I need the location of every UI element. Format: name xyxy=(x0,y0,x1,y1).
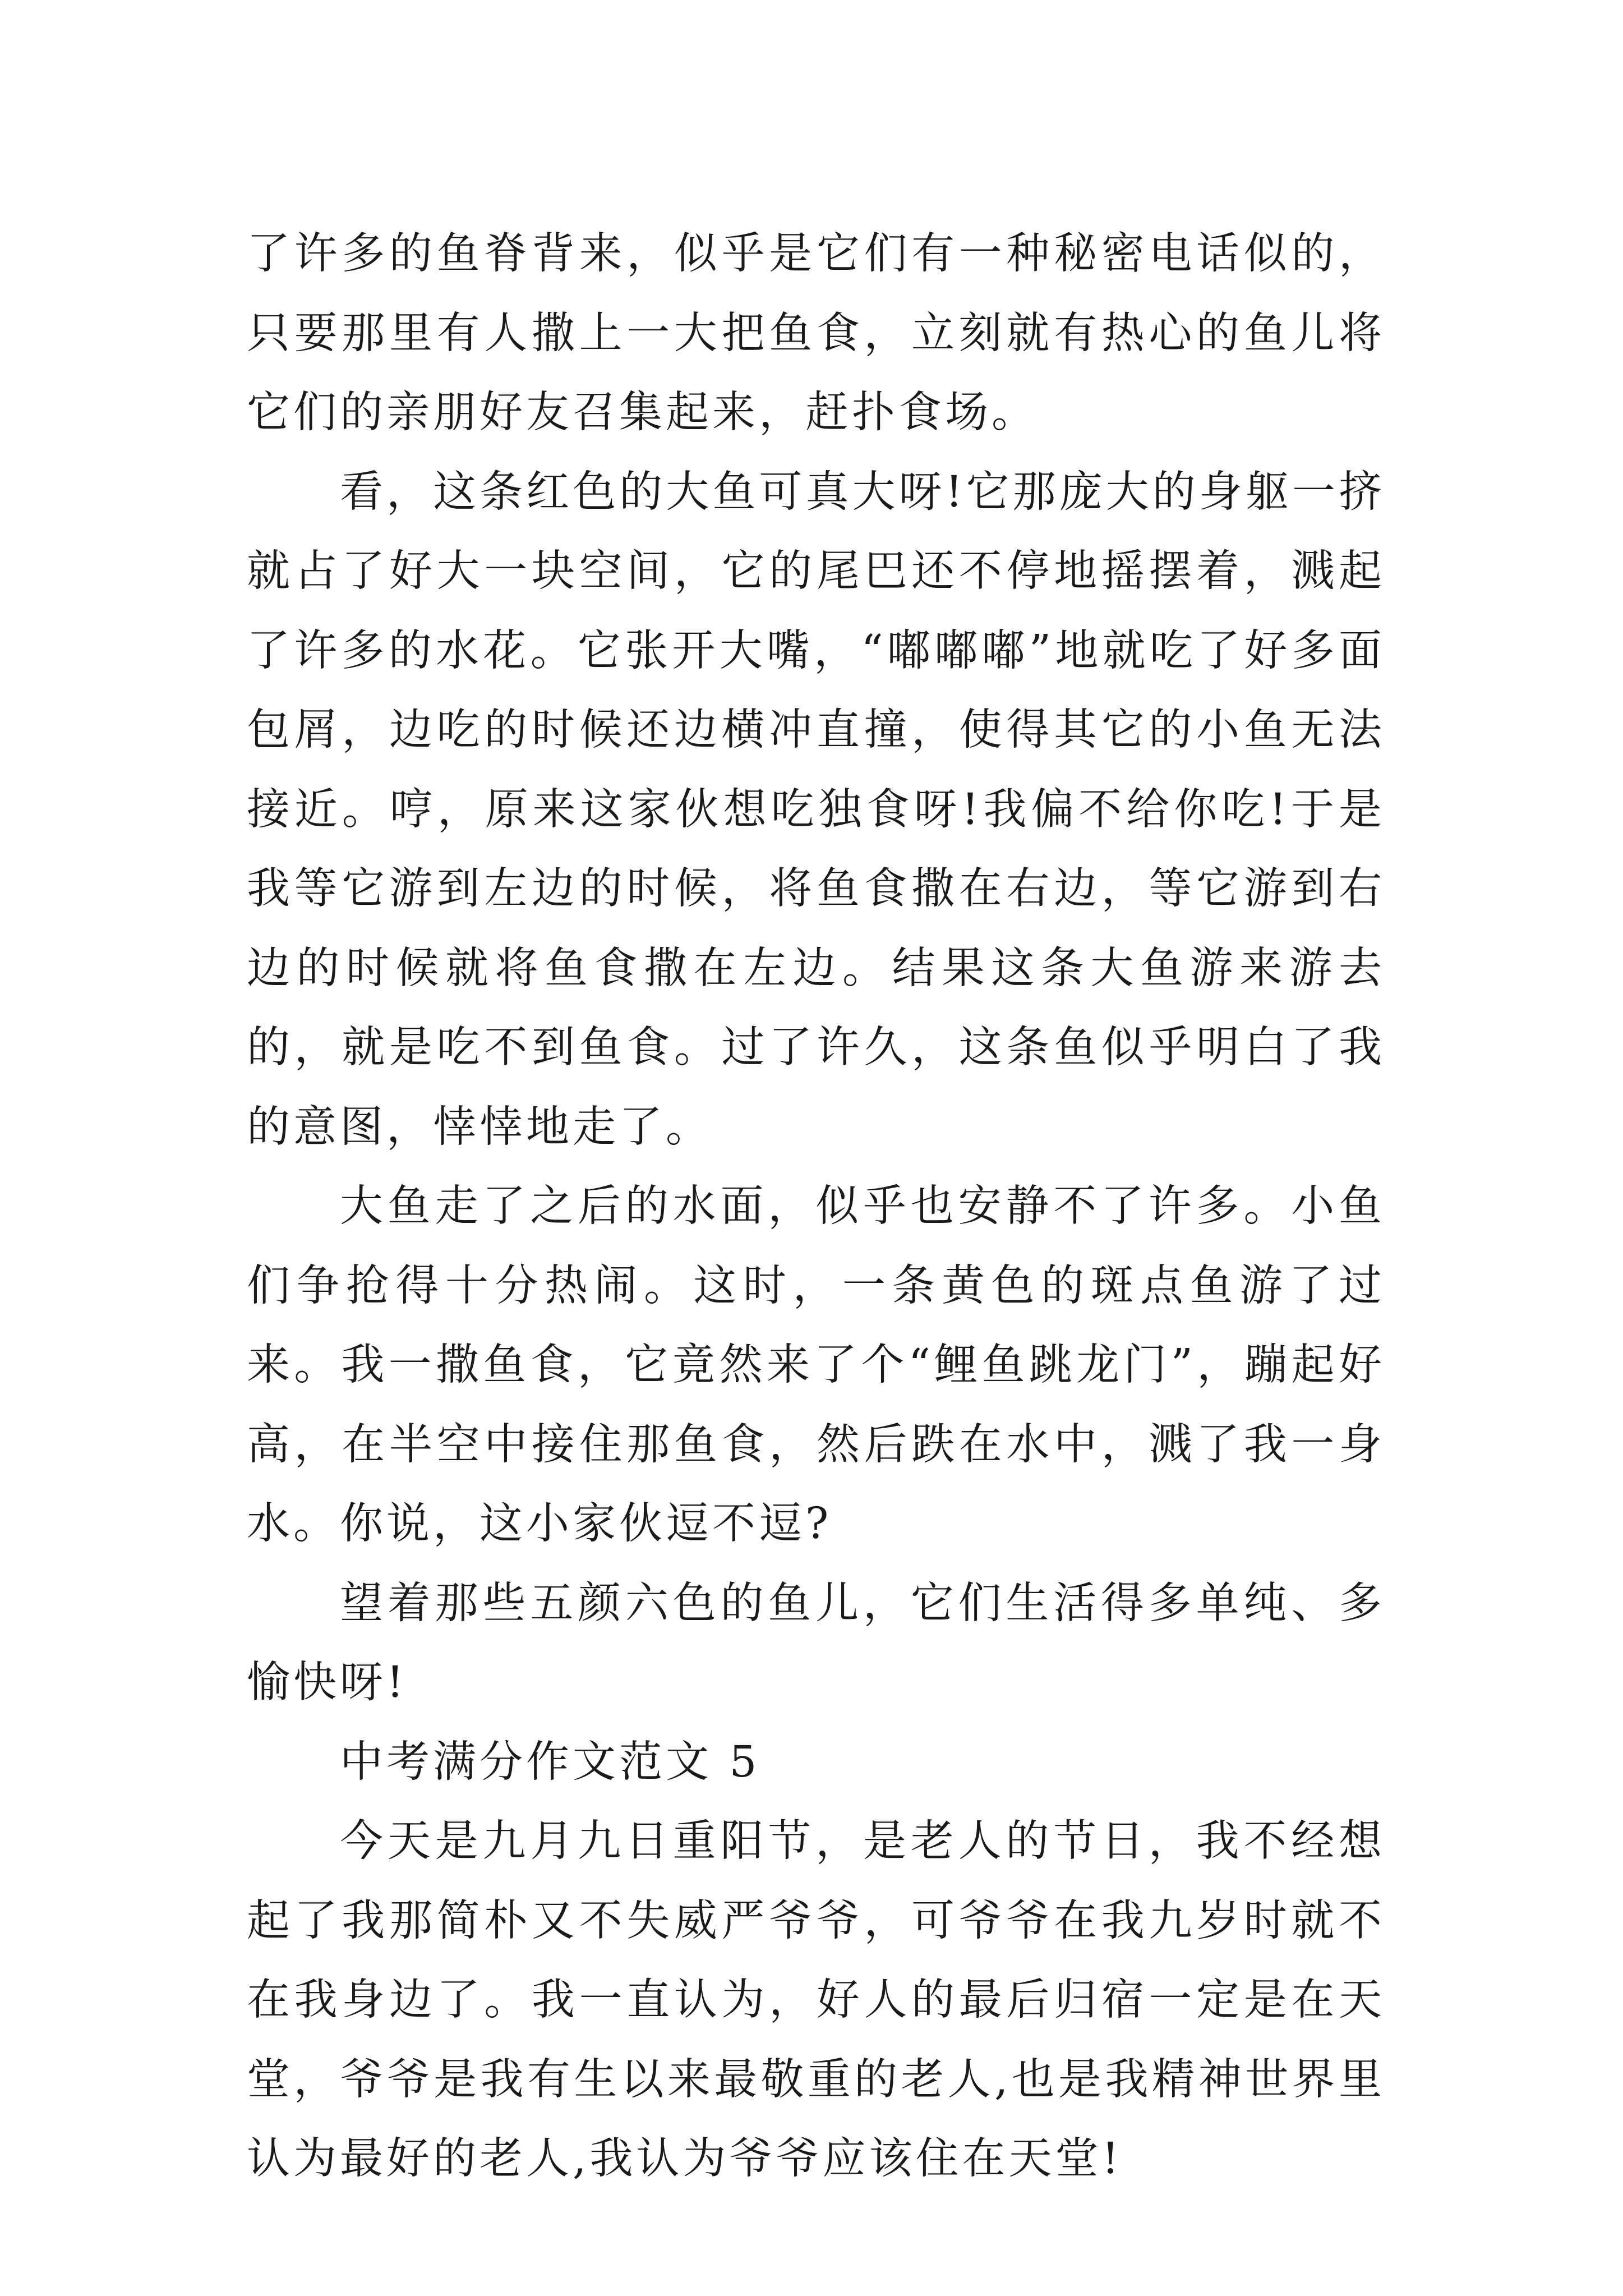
document-body xyxy=(247,214,1385,2199)
paragraph-conclusion: 望着那些五颜六色的鱼儿，它们生活得多单纯、多愉快呀! xyxy=(247,1578,1385,1708)
paragraph-yellow-fish: 大鱼走了之后的水面，似乎也安静不了许多。小鱼们争抢得十分热闹。这时，一条黄色的斑点鱼游了过来。我一撒鱼食，它竟然来了个“鲤鱼跳龙门”，蹦起好高，在半空中接住那鱼食，然后跌在水中，溅了我一身水。你说，这小家伙逗不逗? xyxy=(247,1181,1385,1549)
paragraph-red-fish: 看，这条红色的大鱼可真大呀!它那庞大的身躯一挤就占了好大一块空间，它的尾巴还不停地摇摆着，溅起了许多的水花。它张开大嘴，“嘟嘟嘟”地就吃了好多面包屑，边吃的时候还边横冲直撞，使得其它的小鱼无法接近。哼，原来这家伙想吃独食呀!我偏不给你吃!于是我等它游到左边的时候，将鱼食撒在右边，等它游到右边的时候就将鱼食撒在左边。结果这条大鱼游来游去的，就是吃不到鱼食。过了许久，这条鱼似乎明白了我的意图，悻悻地走了。 xyxy=(247,467,1385,1152)
paragraph-continued: 了许多的鱼脊背来，似乎是它们有一种秘密电话似的，只要那里有人撒上一大把鱼食，立刻就有热心的鱼儿将它们的亲朋好友召集起来，赶扑食场。 xyxy=(247,229,1385,438)
essay-heading: 中考满分作文范文 5 xyxy=(340,1737,760,1787)
paragraph-double-ninth: 今天是九月九日重阳节，是老人的节日，我不经想起了我那简朴又不失威严爷爷，可爷爷在我九岁时就不在我身边了。我一直认为，好人的最后归宿一定是在天堂，爷爷是我有生以来最敬重的老人,也是我精神世界里认为最好的老人,我认为爷爷应该住在天堂! xyxy=(247,1816,1385,2184)
